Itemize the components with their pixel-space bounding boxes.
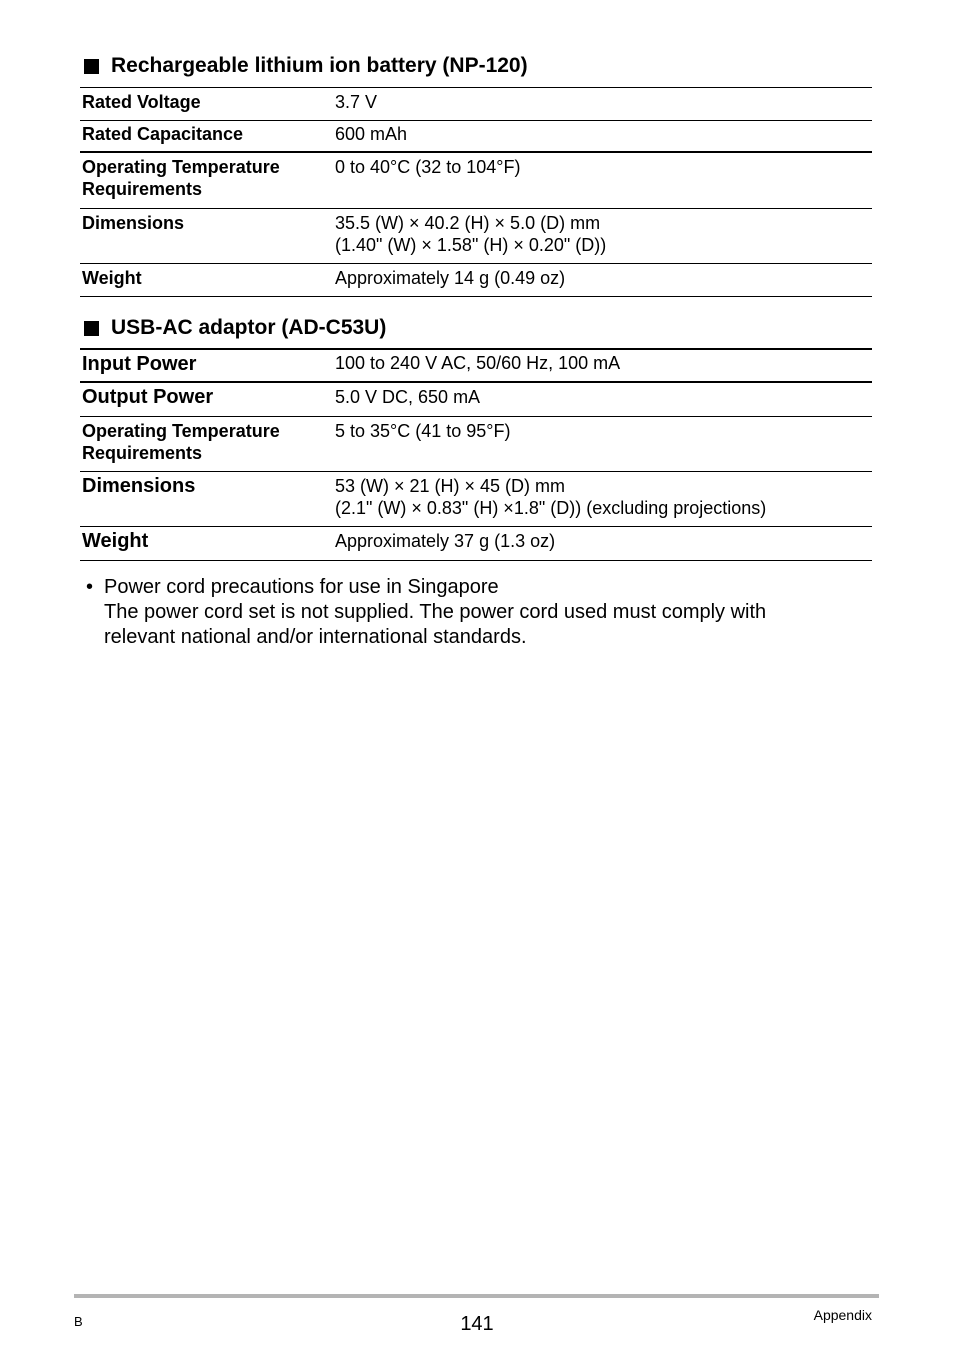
adaptor-heading-text: USB-AC adaptor (AD-C53U)	[111, 316, 387, 339]
adaptor-section-heading	[84, 316, 386, 340]
spec-value: Approximately 37 g (1.3 oz)	[335, 531, 556, 551]
spec-label-line: Requirements	[82, 443, 203, 463]
spec-row-dimensions	[80, 472, 872, 527]
square-bullet-icon	[84, 59, 99, 74]
spec-label: Rated Capacitance	[82, 124, 244, 144]
spec-value-line: 35.5 (W) × 40.2 (H) × 5.0 (D) mm	[335, 213, 601, 233]
spec-label: Rated Voltage	[82, 92, 201, 112]
note-line: Power cord precautions for use in Singapore	[104, 576, 499, 598]
footer-code: B	[74, 1314, 83, 1329]
note-line: relevant national and/or international standards.	[104, 626, 527, 648]
note-line: The power cord set is not supplied. The power cord used must comply with	[104, 601, 767, 623]
spec-value	[335, 475, 766, 519]
spec-label: Input Power	[82, 353, 197, 375]
spec-row-rated-capacitance	[80, 121, 872, 153]
spec-label: Dimensions	[82, 213, 185, 233]
spec-value: 3.7 V	[335, 92, 378, 112]
adaptor-spec-table	[80, 348, 872, 561]
spec-label: Weight	[82, 268, 142, 288]
battery-heading-text: Rechargeable lithium ion battery (NP-120)	[111, 54, 528, 77]
square-bullet-icon	[84, 321, 99, 336]
spec-row-operating-temperature	[80, 153, 872, 209]
spec-value: Approximately 14 g (0.49 oz)	[335, 268, 566, 288]
footer-divider	[74, 1294, 879, 1298]
spec-label: Output Power	[82, 386, 214, 408]
spec-row-input-power	[80, 348, 872, 383]
spec-row-output-power	[80, 383, 872, 417]
note-text	[104, 575, 864, 650]
footer-section-name: Appendix	[813, 1307, 872, 1323]
spec-value: 600 mAh	[335, 124, 408, 144]
page-number: 141	[460, 1313, 494, 1335]
spec-label-line: Operating Temperature	[82, 421, 280, 441]
spec-row-operating-temperature	[80, 417, 872, 472]
spec-value-line: (2.1" (W) × 0.83" (H) ×1.8" (D)) (excluding projections)	[335, 498, 767, 518]
spec-value-line: (1.40" (W) × 1.58" (H) × 0.20" (D))	[335, 235, 607, 255]
spec-value: 0 to 40°C (32 to 104°F)	[335, 157, 521, 177]
spec-value	[335, 212, 606, 256]
battery-section-heading	[84, 54, 528, 78]
spec-row-weight	[80, 264, 872, 297]
spec-label: Dimensions	[82, 475, 196, 497]
spec-label: Weight	[82, 530, 149, 552]
spec-row-dimensions	[80, 209, 872, 264]
spec-row-rated-voltage	[80, 87, 872, 121]
spec-value-line: 53 (W) × 21 (H) × 45 (D) mm	[335, 476, 566, 496]
spec-label-line: Requirements	[82, 179, 203, 199]
spec-value: 100 to 240 V AC, 50/60 Hz, 100 mA	[335, 353, 621, 373]
spec-label-line: Operating Temperature	[82, 157, 280, 177]
spec-label	[82, 156, 280, 200]
battery-spec-table	[80, 87, 872, 297]
spec-value: 5.0 V DC, 650 mA	[335, 387, 481, 407]
spec-value: 5 to 35°C (41 to 95°F)	[335, 421, 511, 441]
bullet-icon: •	[86, 576, 94, 598]
spec-label	[82, 420, 280, 464]
spec-row-weight	[80, 527, 872, 561]
